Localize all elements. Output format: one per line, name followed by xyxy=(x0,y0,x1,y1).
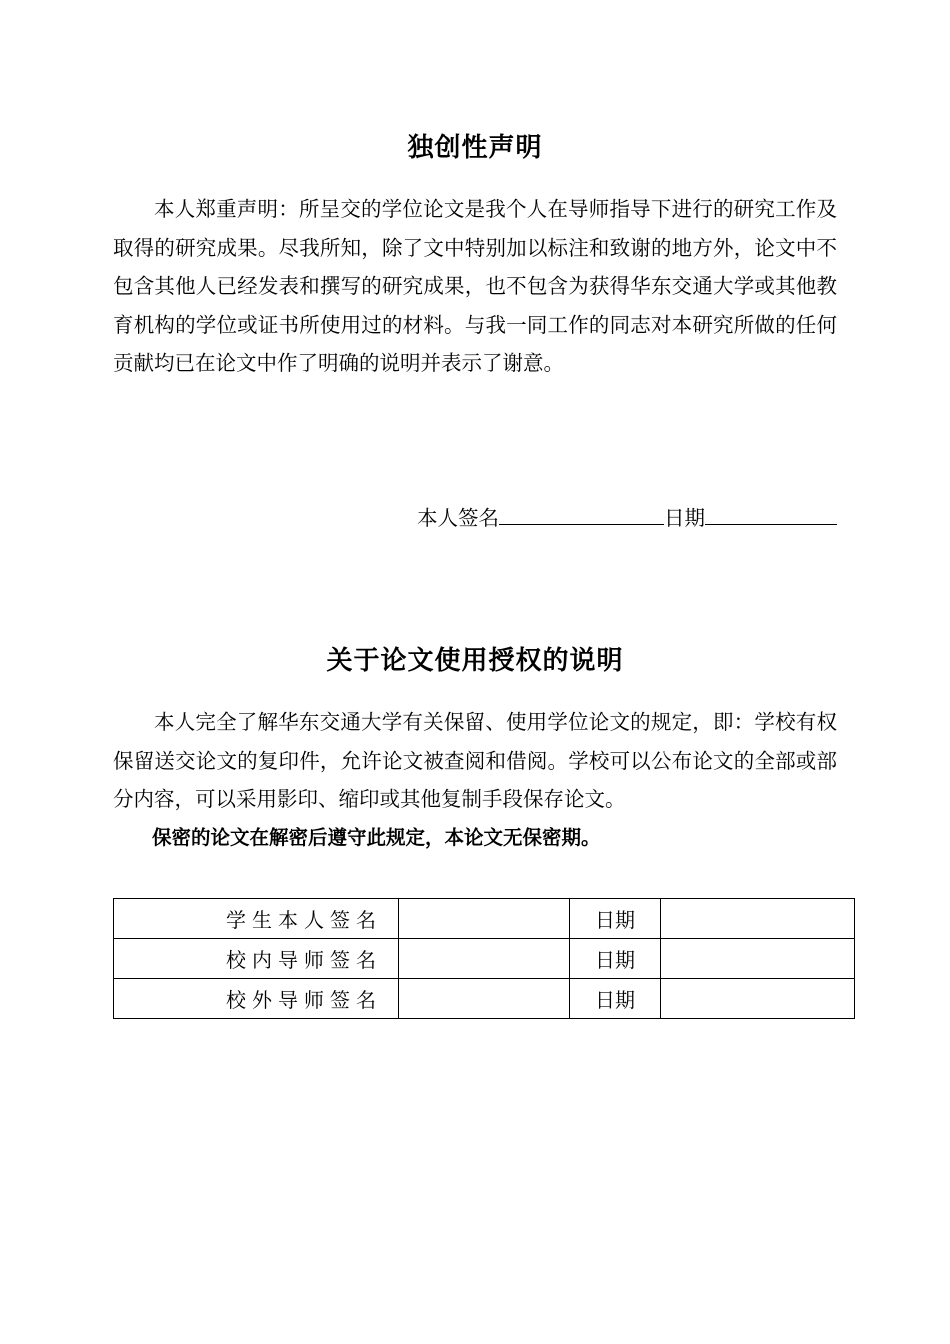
date-label: 日期 xyxy=(664,506,705,530)
signature-label: 本人签名 xyxy=(417,506,499,530)
authorization-title: 关于论文使用授权的说明 xyxy=(326,646,624,676)
date-cell xyxy=(661,899,855,939)
row-date-label: 日期 xyxy=(570,979,661,1019)
confidentiality-note: 保密的论文在解密后遵守此规定，本论文无保密期。 xyxy=(152,826,601,849)
row-label: 学生本人签名 xyxy=(114,899,399,939)
declaration-body: 本人郑重声明：所呈交的学位论文是我个人在导师指导下进行的研究工作及取得的研究成果。尽我所知，除了文中特别加以标注和致谢的地方外，论文中不包含其他人已经发表和撰写的研究成果，也不包含为获得华东交通大学或其他教育机构的学位或证书所使用过的材料。与我一同工作的同志对本研究所做的任何贡献均已在论文中作了明确的说明并表示了谢意。 xyxy=(113,197,837,376)
row-date-label: 日期 xyxy=(570,939,661,979)
row-label: 校外导师签名 xyxy=(114,979,399,1019)
signature-cell xyxy=(399,899,570,939)
date-blank xyxy=(705,500,837,525)
date-cell xyxy=(661,979,855,1019)
signature-cell xyxy=(399,979,570,1019)
declaration-signature-line xyxy=(417,500,837,534)
signature-table xyxy=(113,898,855,1019)
table-row xyxy=(114,939,855,979)
table-row xyxy=(114,979,855,1019)
signature-blank xyxy=(499,500,664,525)
table-row xyxy=(114,899,855,939)
date-cell xyxy=(661,939,855,979)
row-date-label: 日期 xyxy=(570,899,661,939)
signature-cell xyxy=(399,939,570,979)
row-label: 校内导师签名 xyxy=(114,939,399,979)
authorization-body: 本人完全了解华东交通大学有关保留、使用学位论文的规定，即：学校有权保留送交论文的复印件，允许论文被查阅和借阅。学校可以公布论文的全部或部分内容，可以采用影印、缩印或其他复制手段保存论文。 xyxy=(113,710,837,812)
declaration-title: 独创性声明 xyxy=(407,133,543,163)
